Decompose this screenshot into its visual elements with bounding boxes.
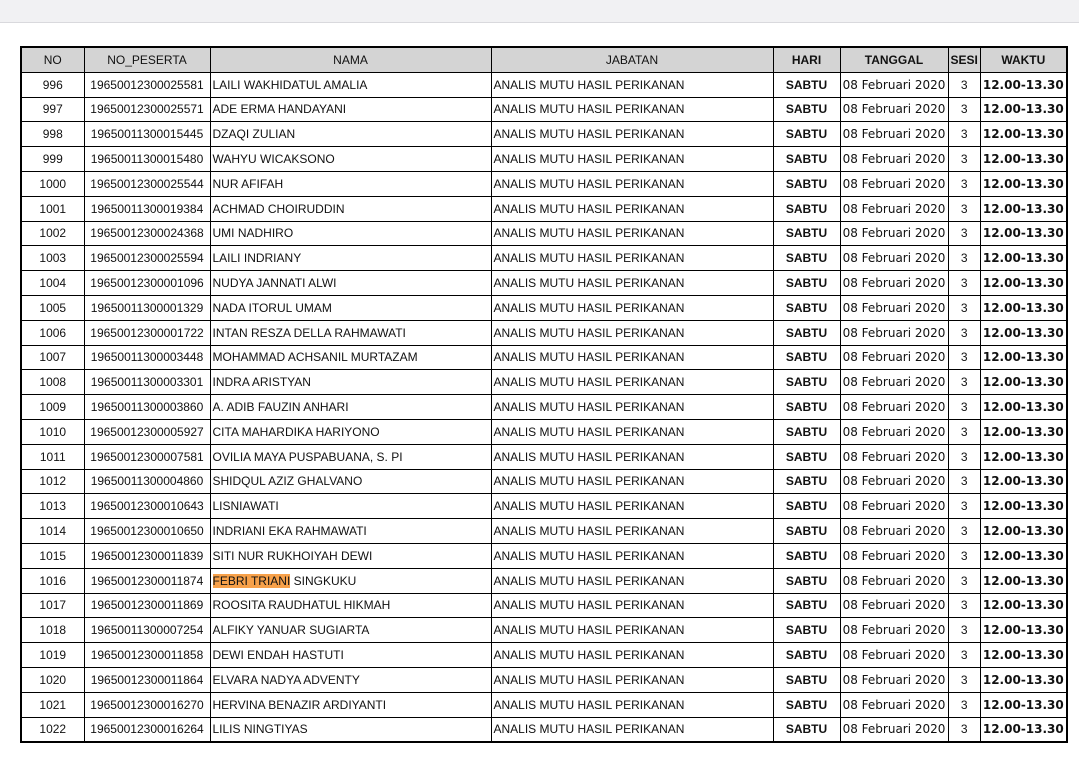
- col-header-tanggal: TANGGAL: [840, 47, 948, 72]
- cell-jabatan: ANALIS MUTU HASIL PERIKANAN: [491, 72, 773, 97]
- cell-no-peserta: 19650012300011839: [84, 543, 210, 568]
- cell-jabatan: ANALIS MUTU HASIL PERIKANAN: [491, 271, 773, 296]
- cell-waktu: 12.00-13.30: [980, 72, 1066, 97]
- cell-tanggal: 08 Februari 2020: [840, 295, 948, 320]
- cell-sesi: 3: [948, 196, 980, 221]
- cell-nama: SITI NUR RUKHOIYAH DEWI: [210, 543, 491, 568]
- cell-no-peserta: 19650012300010643: [84, 494, 210, 519]
- cell-jabatan: ANALIS MUTU HASIL PERIKANAN: [491, 246, 773, 271]
- cell-no: 1002: [21, 221, 84, 246]
- cell-tanggal: 08 Februari 2020: [840, 246, 948, 271]
- cell-no-peserta: 19650012300010650: [84, 519, 210, 544]
- cell-waktu: 12.00-13.30: [980, 419, 1066, 444]
- cell-tanggal: 08 Februari 2020: [840, 593, 948, 618]
- cell-jabatan: ANALIS MUTU HASIL PERIKANAN: [491, 295, 773, 320]
- cell-hari: SABTU: [773, 519, 840, 544]
- cell-waktu: 12.00-13.30: [980, 370, 1066, 395]
- cell-sesi: 3: [948, 320, 980, 345]
- table-row: [21, 171, 1067, 196]
- cell-sesi: 3: [948, 543, 980, 568]
- cell-no: 1008: [21, 370, 84, 395]
- cell-no-peserta: 19650012300007581: [84, 444, 210, 469]
- cell-waktu: 12.00-13.30: [980, 717, 1066, 742]
- cell-tanggal: 08 Februari 2020: [840, 72, 948, 97]
- table-row: [21, 593, 1067, 618]
- cell-waktu: 12.00-13.30: [980, 221, 1066, 246]
- table-row: [21, 568, 1067, 593]
- cell-no: 1000: [21, 171, 84, 196]
- viewer-top-bar: [0, 0, 1079, 23]
- cell-sesi: 3: [948, 618, 980, 643]
- cell-waktu: 12.00-13.30: [980, 271, 1066, 296]
- cell-no: 996: [21, 72, 84, 97]
- cell-sesi: 3: [948, 395, 980, 420]
- cell-tanggal: 08 Februari 2020: [840, 543, 948, 568]
- cell-nama: NUR AFIFAH: [210, 171, 491, 196]
- cell-hari: SABTU: [773, 469, 840, 494]
- cell-waktu: 12.00-13.30: [980, 494, 1066, 519]
- cell-hari: SABTU: [773, 543, 840, 568]
- cell-no: 1017: [21, 593, 84, 618]
- cell-nama: DZAQI ZULIAN: [210, 122, 491, 147]
- cell-sesi: 3: [948, 271, 980, 296]
- col-header-sesi: SESI: [948, 47, 980, 72]
- cell-nama: INTAN RESZA DELLA RAHMAWATI: [210, 320, 491, 345]
- cell-sesi: 3: [948, 593, 980, 618]
- cell-hari: SABTU: [773, 494, 840, 519]
- cell-tanggal: 08 Februari 2020: [840, 147, 948, 172]
- cell-no: 1001: [21, 196, 84, 221]
- cell-nama: ROOSITA RAUDHATUL HIKMAH: [210, 593, 491, 618]
- cell-jabatan: ANALIS MUTU HASIL PERIKANAN: [491, 221, 773, 246]
- cell-nama: UMI NADHIRO: [210, 221, 491, 246]
- cell-no: 1004: [21, 271, 84, 296]
- cell-tanggal: 08 Februari 2020: [840, 692, 948, 717]
- col-header-hari: HARI: [773, 47, 840, 72]
- cell-hari: SABTU: [773, 667, 840, 692]
- cell-nama: [210, 568, 491, 593]
- cell-hari: SABTU: [773, 72, 840, 97]
- cell-tanggal: 08 Februari 2020: [840, 519, 948, 544]
- cell-nama: MOHAMMAD ACHSANIL MURTAZAM: [210, 345, 491, 370]
- cell-no: 1020: [21, 667, 84, 692]
- cell-no: 1016: [21, 568, 84, 593]
- cell-waktu: 12.00-13.30: [980, 618, 1066, 643]
- cell-waktu: 12.00-13.30: [980, 147, 1066, 172]
- cell-jabatan: ANALIS MUTU HASIL PERIKANAN: [491, 692, 773, 717]
- cell-nama: INDRIANI EKA RAHMAWATI: [210, 519, 491, 544]
- cell-waktu: 12.00-13.30: [980, 395, 1066, 420]
- cell-no-peserta: 19650012300016270: [84, 692, 210, 717]
- cell-sesi: 3: [948, 568, 980, 593]
- cell-nama: ALFIKY YANUAR SUGIARTA: [210, 618, 491, 643]
- cell-sesi: 3: [948, 444, 980, 469]
- cell-tanggal: 08 Februari 2020: [840, 196, 948, 221]
- table-header-row: [21, 47, 1067, 72]
- cell-no-peserta: 19650012300011858: [84, 643, 210, 668]
- cell-hari: SABTU: [773, 643, 840, 668]
- table-row: [21, 345, 1067, 370]
- cell-waktu: 12.00-13.30: [980, 543, 1066, 568]
- cell-hari: SABTU: [773, 97, 840, 122]
- cell-no: 1019: [21, 643, 84, 668]
- cell-no: 1010: [21, 419, 84, 444]
- cell-hari: SABTU: [773, 345, 840, 370]
- cell-hari: SABTU: [773, 271, 840, 296]
- cell-jabatan: ANALIS MUTU HASIL PERIKANAN: [491, 370, 773, 395]
- cell-jabatan: ANALIS MUTU HASIL PERIKANAN: [491, 519, 773, 544]
- cell-jabatan: ANALIS MUTU HASIL PERIKANAN: [491, 618, 773, 643]
- cell-jabatan: ANALIS MUTU HASIL PERIKANAN: [491, 469, 773, 494]
- table-row: [21, 97, 1067, 122]
- cell-hari: SABTU: [773, 196, 840, 221]
- cell-tanggal: 08 Februari 2020: [840, 395, 948, 420]
- cell-no: 999: [21, 147, 84, 172]
- cell-no-peserta: 19650012300011869: [84, 593, 210, 618]
- table-row: [21, 271, 1067, 296]
- cell-waktu: 12.00-13.30: [980, 643, 1066, 668]
- participant-schedule-table: [20, 46, 1068, 743]
- cell-no-peserta: 19650012300001722: [84, 320, 210, 345]
- cell-sesi: 3: [948, 667, 980, 692]
- cell-hari: SABTU: [773, 717, 840, 742]
- cell-no: 1015: [21, 543, 84, 568]
- cell-no: 1012: [21, 469, 84, 494]
- cell-hari: SABTU: [773, 221, 840, 246]
- cell-waktu: 12.00-13.30: [980, 667, 1066, 692]
- cell-hari: SABTU: [773, 593, 840, 618]
- table-row: [21, 147, 1067, 172]
- cell-hari: SABTU: [773, 122, 840, 147]
- cell-no-peserta: 19650011300007254: [84, 618, 210, 643]
- cell-no: 1018: [21, 618, 84, 643]
- table-row: [21, 618, 1067, 643]
- cell-hari: SABTU: [773, 370, 840, 395]
- cell-sesi: 3: [948, 295, 980, 320]
- cell-nama: ACHMAD CHOIRUDDIN: [210, 196, 491, 221]
- cell-nama: OVILIA MAYA PUSPABUANA, S. PI: [210, 444, 491, 469]
- cell-waktu: 12.00-13.30: [980, 692, 1066, 717]
- cell-no-peserta: 19650012300025594: [84, 246, 210, 271]
- col-header-no-peserta: NO_PESERTA: [84, 47, 210, 72]
- col-header-jabatan: JABATAN: [491, 47, 773, 72]
- table-row: [21, 543, 1067, 568]
- table-row: [21, 295, 1067, 320]
- cell-tanggal: 08 Februari 2020: [840, 618, 948, 643]
- cell-tanggal: 08 Februari 2020: [840, 271, 948, 296]
- cell-jabatan: ANALIS MUTU HASIL PERIKANAN: [491, 320, 773, 345]
- cell-sesi: 3: [948, 469, 980, 494]
- cell-tanggal: 08 Februari 2020: [840, 643, 948, 668]
- cell-hari: SABTU: [773, 692, 840, 717]
- cell-no: 1014: [21, 519, 84, 544]
- cell-no: 1022: [21, 717, 84, 742]
- cell-tanggal: 08 Februari 2020: [840, 717, 948, 742]
- table-row: [21, 717, 1067, 742]
- cell-tanggal: 08 Februari 2020: [840, 345, 948, 370]
- cell-hari: SABTU: [773, 419, 840, 444]
- cell-sesi: 3: [948, 97, 980, 122]
- cell-jabatan: ANALIS MUTU HASIL PERIKANAN: [491, 345, 773, 370]
- cell-sesi: 3: [948, 419, 980, 444]
- cell-jabatan: ANALIS MUTU HASIL PERIKANAN: [491, 593, 773, 618]
- name-text: SINGKUKU: [290, 573, 357, 588]
- cell-sesi: 3: [948, 643, 980, 668]
- table-row: [21, 122, 1067, 147]
- table-row: [21, 72, 1067, 97]
- cell-jabatan: ANALIS MUTU HASIL PERIKANAN: [491, 568, 773, 593]
- cell-waktu: 12.00-13.30: [980, 593, 1066, 618]
- cell-nama: NUDYA JANNATI ALWI: [210, 271, 491, 296]
- cell-tanggal: 08 Februari 2020: [840, 122, 948, 147]
- cell-waktu: 12.00-13.30: [980, 320, 1066, 345]
- cell-no-peserta: 19650012300024368: [84, 221, 210, 246]
- cell-nama: WAHYU WICAKSONO: [210, 147, 491, 172]
- cell-nama: HERVINA BENAZIR ARDIYANTI: [210, 692, 491, 717]
- cell-waktu: 12.00-13.30: [980, 171, 1066, 196]
- cell-no: 1009: [21, 395, 84, 420]
- table-row: [21, 667, 1067, 692]
- cell-tanggal: 08 Februari 2020: [840, 171, 948, 196]
- cell-tanggal: 08 Februari 2020: [840, 97, 948, 122]
- col-header-waktu: WAKTU: [980, 47, 1066, 72]
- cell-no: 1021: [21, 692, 84, 717]
- cell-sesi: 3: [948, 72, 980, 97]
- cell-no-peserta: 19650012300025581: [84, 72, 210, 97]
- cell-hari: SABTU: [773, 444, 840, 469]
- table-body: [21, 72, 1067, 742]
- col-header-nama: NAMA: [210, 47, 491, 72]
- cell-tanggal: 08 Februari 2020: [840, 568, 948, 593]
- cell-no: 1005: [21, 295, 84, 320]
- cell-no-peserta: 19650012300025571: [84, 97, 210, 122]
- table-row: [21, 320, 1067, 345]
- cell-hari: SABTU: [773, 147, 840, 172]
- cell-tanggal: 08 Februari 2020: [840, 667, 948, 692]
- cell-nama: A. ADIB FAUZIN ANHARI: [210, 395, 491, 420]
- cell-no-peserta: 19650011300019384: [84, 196, 210, 221]
- cell-tanggal: 08 Februari 2020: [840, 370, 948, 395]
- cell-hari: SABTU: [773, 618, 840, 643]
- cell-sesi: 3: [948, 221, 980, 246]
- cell-hari: SABTU: [773, 295, 840, 320]
- cell-no: 1011: [21, 444, 84, 469]
- cell-tanggal: 08 Februari 2020: [840, 320, 948, 345]
- cell-no-peserta: 19650011300004860: [84, 469, 210, 494]
- table-row: [21, 692, 1067, 717]
- cell-no-peserta: 19650011300001329: [84, 295, 210, 320]
- col-header-no: NO: [21, 47, 84, 72]
- table-row: [21, 643, 1067, 668]
- cell-jabatan: ANALIS MUTU HASIL PERIKANAN: [491, 122, 773, 147]
- cell-sesi: 3: [948, 692, 980, 717]
- table-row: [21, 519, 1067, 544]
- cell-waktu: 12.00-13.30: [980, 469, 1066, 494]
- cell-waktu: 12.00-13.30: [980, 246, 1066, 271]
- cell-waktu: 12.00-13.30: [980, 345, 1066, 370]
- cell-waktu: 12.00-13.30: [980, 295, 1066, 320]
- cell-jabatan: ANALIS MUTU HASIL PERIKANAN: [491, 147, 773, 172]
- table-row: [21, 395, 1067, 420]
- cell-no: 998: [21, 122, 84, 147]
- cell-nama: ADE ERMA HANDAYANI: [210, 97, 491, 122]
- cell-no: 1013: [21, 494, 84, 519]
- cell-jabatan: ANALIS MUTU HASIL PERIKANAN: [491, 717, 773, 742]
- cell-tanggal: 08 Februari 2020: [840, 494, 948, 519]
- cell-waktu: 12.00-13.30: [980, 519, 1066, 544]
- cell-nama: ELVARA NADYA ADVENTY: [210, 667, 491, 692]
- cell-hari: SABTU: [773, 395, 840, 420]
- cell-nama: NADA ITORUL UMAM: [210, 295, 491, 320]
- cell-sesi: 3: [948, 246, 980, 271]
- cell-sesi: 3: [948, 519, 980, 544]
- cell-nama: LISNIAWATI: [210, 494, 491, 519]
- highlighted-name-text: FEBRI TRIANI: [212, 573, 291, 588]
- cell-no-peserta: 19650012300016264: [84, 717, 210, 742]
- cell-no-peserta: 19650012300005927: [84, 419, 210, 444]
- table-row: [21, 469, 1067, 494]
- cell-nama: CITA MAHARDIKA HARIYONO: [210, 419, 491, 444]
- cell-jabatan: ANALIS MUTU HASIL PERIKANAN: [491, 196, 773, 221]
- cell-hari: SABTU: [773, 246, 840, 271]
- table-row: [21, 370, 1067, 395]
- table-row: [21, 221, 1067, 246]
- cell-waktu: 12.00-13.30: [980, 568, 1066, 593]
- cell-jabatan: ANALIS MUTU HASIL PERIKANAN: [491, 97, 773, 122]
- cell-waktu: 12.00-13.30: [980, 444, 1066, 469]
- cell-no-peserta: 19650011300015480: [84, 147, 210, 172]
- cell-tanggal: 08 Februari 2020: [840, 444, 948, 469]
- cell-nama: LILIS NINGTIYAS: [210, 717, 491, 742]
- table-row: [21, 196, 1067, 221]
- table-row: [21, 494, 1067, 519]
- cell-jabatan: ANALIS MUTU HASIL PERIKANAN: [491, 643, 773, 668]
- cell-no: 1007: [21, 345, 84, 370]
- cell-sesi: 3: [948, 717, 980, 742]
- cell-hari: SABTU: [773, 171, 840, 196]
- cell-no: 997: [21, 97, 84, 122]
- cell-jabatan: ANALIS MUTU HASIL PERIKANAN: [491, 494, 773, 519]
- cell-tanggal: 08 Februari 2020: [840, 221, 948, 246]
- cell-nama: SHIDQUL AZIZ GHALVANO: [210, 469, 491, 494]
- table-row: [21, 246, 1067, 271]
- cell-jabatan: ANALIS MUTU HASIL PERIKANAN: [491, 419, 773, 444]
- cell-waktu: 12.00-13.30: [980, 196, 1066, 221]
- cell-jabatan: ANALIS MUTU HASIL PERIKANAN: [491, 543, 773, 568]
- cell-no-peserta: 19650012300011874: [84, 568, 210, 593]
- cell-jabatan: ANALIS MUTU HASIL PERIKANAN: [491, 395, 773, 420]
- cell-tanggal: 08 Februari 2020: [840, 469, 948, 494]
- cell-sesi: 3: [948, 345, 980, 370]
- cell-sesi: 3: [948, 147, 980, 172]
- cell-no-peserta: 19650011300003860: [84, 395, 210, 420]
- cell-no: 1006: [21, 320, 84, 345]
- cell-no-peserta: 19650011300003448: [84, 345, 210, 370]
- cell-sesi: 3: [948, 370, 980, 395]
- cell-jabatan: ANALIS MUTU HASIL PERIKANAN: [491, 667, 773, 692]
- cell-nama: LAILI WAKHIDATUL AMALIA: [210, 72, 491, 97]
- cell-no-peserta: 19650012300025544: [84, 171, 210, 196]
- cell-no-peserta: 19650012300011864: [84, 667, 210, 692]
- table-row: [21, 419, 1067, 444]
- cell-no-peserta: 19650011300015445: [84, 122, 210, 147]
- cell-waktu: 12.00-13.30: [980, 97, 1066, 122]
- cell-no: 1003: [21, 246, 84, 271]
- cell-nama: LAILI INDRIANY: [210, 246, 491, 271]
- cell-nama: DEWI ENDAH HASTUTI: [210, 643, 491, 668]
- cell-no-peserta: 19650011300003301: [84, 370, 210, 395]
- cell-waktu: 12.00-13.30: [980, 122, 1066, 147]
- cell-hari: SABTU: [773, 320, 840, 345]
- cell-sesi: 3: [948, 171, 980, 196]
- table-row: [21, 444, 1067, 469]
- cell-sesi: 3: [948, 122, 980, 147]
- cell-no-peserta: 19650012300001096: [84, 271, 210, 296]
- cell-jabatan: ANALIS MUTU HASIL PERIKANAN: [491, 444, 773, 469]
- cell-tanggal: 08 Februari 2020: [840, 419, 948, 444]
- cell-jabatan: ANALIS MUTU HASIL PERIKANAN: [491, 171, 773, 196]
- cell-nama: INDRA ARISTYAN: [210, 370, 491, 395]
- cell-hari: SABTU: [773, 568, 840, 593]
- cell-sesi: 3: [948, 494, 980, 519]
